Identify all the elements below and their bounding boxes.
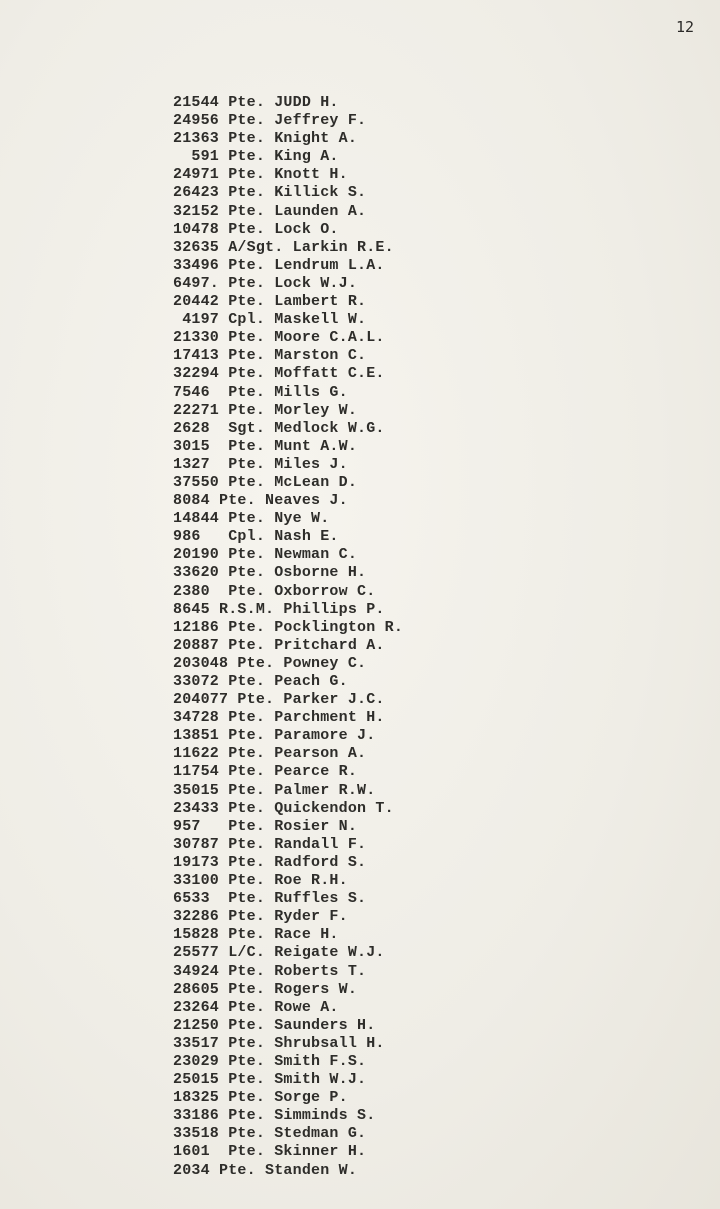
roll-entry: 2034 Pte. Standen W. (173, 1161, 358, 1179)
roll-entry: 15828 Pte. Race H. (173, 926, 339, 944)
roll-entry: 33496 Pte. Lendrum L.A. (173, 256, 385, 274)
roll-entry: 19173 Pte. Radford S. (173, 853, 367, 871)
roll-entry: 23029 Pte. Smith F.S. (173, 1052, 367, 1070)
roll-entry: 8084 Pte. Neaves J. (173, 492, 348, 510)
roll-entry: 23264 Pte. Rowe A. (173, 998, 339, 1016)
roll-entry: 21250 Pte. Saunders H. (173, 1016, 376, 1034)
roll-entry: 37550 Pte. McLean D. (173, 473, 358, 491)
roll-entry: 35015 Pte. Palmer R.W. (173, 781, 376, 799)
roll-entry: 12186 Pte. Pocklington R. (173, 618, 404, 636)
roll-entry: 30787 Pte. Randall F. (173, 835, 367, 853)
roll-entry: 28605 Pte. Rogers W. (173, 980, 358, 998)
roll-entry: 20442 Pte. Lambert R. (173, 293, 367, 311)
roll-entry: 6497. Pte. Lock W.J. (173, 274, 358, 292)
roll-entry: 33518 Pte. Stedman G. (173, 1125, 367, 1143)
roll-entry: 24956 Pte. Jeffrey F. (173, 112, 367, 130)
roll-entry: 2380 Pte. Oxborrow C. (173, 582, 376, 600)
roll-entry: 17413 Pte. Marston C. (173, 347, 367, 365)
roll-entry: 20190 Pte. Newman C. (173, 546, 358, 564)
roll-entry: 204077 Pte. Parker J.C. (173, 691, 385, 709)
roll-entry: 25577 L/C. Reigate W.J. (173, 944, 385, 962)
nominal-roll-list (173, 94, 403, 1180)
roll-entry: 33072 Pte. Peach G. (173, 673, 348, 690)
roll-entry: 23433 Pte. Quickendon T. (173, 799, 394, 817)
roll-entry: 10478 Pte. Lock O. (173, 220, 339, 238)
roll-entry: 32294 Pte. Moffatt C.E. (173, 365, 385, 383)
roll-entry: 32635 A/Sgt. Larkin R.E. (173, 238, 394, 256)
roll-entry: 20887 Pte. Pritchard A. (173, 636, 385, 654)
roll-entry: 24971 Pte. Knott H. (173, 166, 348, 184)
roll-entry: 591 Pte. King A. (173, 148, 339, 166)
roll-entry: 33186 Pte. Simminds S. (173, 1107, 376, 1125)
roll-entry: 14844 Pte. Nye W. (173, 510, 330, 528)
roll-entry: 986 Cpl. Nash E. (173, 528, 339, 546)
page-number: 12 (675, 18, 694, 36)
roll-entry: 957 Pte. Rosier N. (173, 817, 358, 835)
roll-entry: 11754 Pte. Pearce R. (173, 763, 358, 781)
roll-entry: 13851 Pte. Paramore J. (173, 727, 376, 745)
roll-entry: 32152 Pte. Launden A. (173, 202, 367, 220)
roll-entry: 4197 Cpl. Maskell W. (173, 311, 367, 329)
roll-entry: 21544 Pte. JUDD H. (173, 94, 339, 111)
roll-entry: 33620 Pte. Osborne H. (173, 564, 367, 582)
roll-entry: 1601 Pte. Skinner H. (173, 1143, 367, 1161)
roll-entry: 21330 Pte. Moore C.A.L. (173, 329, 385, 347)
roll-entry: 22271 Pte. Morley W. (173, 401, 358, 419)
roll-entry: 2628 Sgt. Medlock W.G. (173, 419, 385, 437)
roll-entry: 33100 Pte. Roe R.H. (173, 872, 348, 890)
roll-entry: 11622 Pte. Pearson A. (173, 745, 367, 763)
roll-entry: 21363 Pte. Knight A. (173, 130, 358, 148)
roll-entry: 203048 Pte. Powney C. (173, 654, 367, 672)
roll-entry: 1327 Pte. Miles J. (173, 455, 348, 473)
roll-entry: 33517 Pte. Shrubsall H. (173, 1034, 385, 1052)
roll-entry: 34728 Pte. Parchment H. (173, 709, 385, 727)
roll-entry: 32286 Pte. Ryder F. (173, 908, 348, 926)
roll-entry: 25015 Pte. Smith W.J. (173, 1071, 367, 1089)
roll-entry: 6533 Pte. Ruffles S. (173, 890, 367, 908)
roll-entry: 3015 Pte. Munt A.W. (173, 437, 358, 455)
roll-entry: 7546 Pte. Mills G. (173, 383, 348, 401)
roll-entry: 34924 Pte. Roberts T. (173, 962, 367, 980)
roll-entry: 8645 R.S.M. Phillips P. (173, 600, 385, 618)
roll-entry: 18325 Pte. Sorge P. (173, 1089, 348, 1107)
roll-entry: 26423 Pte. Killick S. (173, 184, 367, 202)
